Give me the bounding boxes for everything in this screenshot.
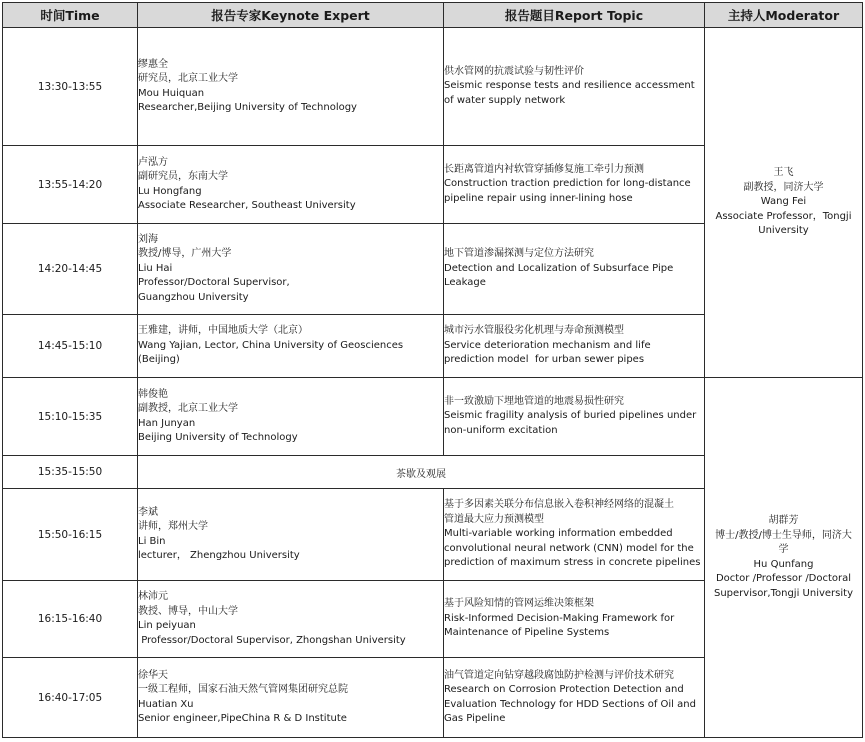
line: Wang Yajian, Lector, China University of Geosciences — [138, 339, 404, 351]
line: Construction traction prediction for long-distance — [444, 178, 691, 190]
line: Lu Hongfang — [138, 185, 202, 197]
session-time: 13:55-14:20 — [3, 146, 138, 224]
moderator-cell — [705, 28, 863, 378]
line: Han Junyan — [138, 417, 196, 429]
topic-cell — [444, 489, 705, 581]
header-moderator: 主持人Moderator — [705, 3, 863, 28]
line: 徐华天 — [138, 669, 168, 681]
line: 缪惠全 — [138, 58, 168, 70]
line: 胡群芳 — [768, 515, 799, 526]
schedule-table — [2, 2, 863, 738]
line: 研究员，北京工业大学 — [138, 73, 238, 84]
line: Hu Qunfang — [753, 558, 814, 570]
line: Beijing University of Technology — [138, 432, 298, 443]
line: 讲师，郑州大学 — [138, 521, 208, 532]
session-time: 14:45-15:10 — [3, 315, 138, 378]
header-topic: 报告题目Report Topic — [444, 3, 705, 28]
expert-cell — [138, 489, 444, 581]
line: Guangzhou University — [138, 291, 249, 303]
line: Senior engineer,PipeChina R & D Institute — [138, 713, 347, 724]
line: 副教授，北京工业大学 — [138, 403, 238, 414]
line: 基于多因素关联分布信息嵌入卷积神经网络的混凝土 — [444, 499, 674, 511]
line: 油气管道定向钻穿越段腐蚀防护检测与评价技术研究 — [444, 669, 674, 681]
line: Seismic fragility analysis of buried pipelines under — [444, 410, 697, 422]
line: 李斌 — [138, 506, 158, 518]
expert-cell — [138, 658, 444, 738]
line: prediction model for urban sewer pipes — [444, 354, 645, 366]
session-time: 16:15-16:40 — [3, 581, 138, 658]
line: Detection and Localization of Subsurface Pipe — [444, 262, 674, 274]
header-expert: 报告专家Keynote Expert — [138, 3, 444, 28]
topic-cell — [444, 315, 705, 378]
line: Professor/Doctoral Supervisor, — [138, 277, 290, 289]
line: Maintenance of Pipeline Systems — [444, 627, 610, 639]
expert-cell — [138, 315, 444, 378]
line: convolutional neural network (CNN) model for the — [444, 542, 694, 554]
line: non-uniform excitation — [444, 424, 558, 436]
topic-cell — [444, 378, 705, 456]
line: Associate Professor，Tongji — [715, 210, 852, 222]
line: 管道最大应力预测模型 — [444, 513, 544, 525]
line: Wang Fei — [760, 196, 807, 208]
line: lecturer， Zhengzhou University — [138, 550, 300, 561]
session-time: 16:40-17:05 — [3, 658, 138, 738]
header-row — [3, 3, 863, 28]
line: Professor/Doctoral Supervisor, Zhongshan University — [138, 634, 406, 646]
line: 王雅建，讲师，中国地质大学（北京） — [138, 325, 308, 337]
session-time: 15:10-15:35 — [3, 378, 138, 456]
session-row — [3, 28, 863, 146]
moderator-cell — [705, 378, 863, 738]
expert-cell — [138, 378, 444, 456]
line: (Beijing) — [138, 354, 180, 366]
line: 韩俊艳 — [138, 388, 168, 400]
line: University — [758, 225, 809, 237]
topic-cell — [444, 658, 705, 738]
line: Researcher,Beijing University of Technology — [138, 102, 357, 113]
topic-cell — [444, 28, 705, 146]
line: Leakage — [444, 277, 486, 289]
line: Lin peiyuan — [138, 620, 196, 631]
line: 一级工程师，国家石油天然气管网集团研究总院 — [138, 684, 348, 695]
line: 教授、博导，中山大学 — [138, 605, 238, 617]
line: Associate Researcher, Southeast University — [138, 200, 356, 211]
line: 非一致激励下埋地管道的地震易损性研究 — [444, 395, 624, 407]
topic-cell — [444, 581, 705, 658]
line: 刘海 — [138, 233, 158, 245]
line: of water supply network — [444, 94, 566, 106]
session-time: 15:35-15:50 — [3, 456, 138, 489]
line: 供水管网的抗震试验与韧性评价 — [444, 65, 584, 77]
line: Huatian Xu — [138, 698, 194, 710]
line: pipeline repair using inner-lining hose — [444, 192, 633, 204]
line: 副研究员，东南大学 — [138, 171, 228, 182]
topic-cell — [444, 146, 705, 224]
line: Liu Hai — [138, 262, 173, 274]
line: Seismic response tests and resilience accessment — [444, 80, 695, 92]
line: 长距离管道内衬软管穿插修复施工牵引力预测 — [444, 163, 644, 175]
line: Gas Pipeline — [444, 713, 506, 724]
line: 学 — [778, 544, 789, 555]
expert-cell — [138, 146, 444, 224]
line: Li Bin — [138, 535, 166, 547]
line: Supervisor,Tongji University — [713, 587, 853, 599]
line: Risk-Informed Decision-Making Framework for — [444, 612, 675, 624]
line: Multi-variable working information embedded — [444, 528, 673, 540]
line: 王飞 — [773, 167, 794, 179]
line: Service deterioration mechanism and life — [444, 339, 651, 351]
line: 林沛元 — [138, 591, 168, 602]
topic-cell — [444, 224, 705, 315]
line: Doctor /Professor /Doctoral — [715, 573, 852, 584]
expert-cell — [138, 28, 444, 146]
header-time: 时间Time — [3, 3, 138, 28]
session-time: 14:20-14:45 — [3, 224, 138, 315]
line: 城市污水管服役劣化机理与寿命预测模型 — [444, 325, 624, 337]
line: 博士/教授/博士生导师，同济大 — [715, 529, 852, 541]
line: Research on Corrosion Protection Detection and — [444, 684, 684, 695]
line: 副教授，同济大学 — [743, 181, 824, 193]
session-time: 15:50-16:15 — [3, 489, 138, 581]
expert-cell — [138, 581, 444, 658]
break-label: 茶歇及观展 — [138, 456, 705, 489]
line: Evaluation Technology for HDD Sections of Oil and — [444, 698, 696, 710]
line: prediction of maximum stress in concrete pipelines — [444, 557, 701, 569]
session-time: 13:30-13:55 — [3, 28, 138, 146]
expert-cell — [138, 224, 444, 315]
line: 教授/博导，广州大学 — [138, 248, 232, 260]
line: 卢泓方 — [138, 156, 168, 168]
session-row — [3, 378, 863, 456]
line: 基于风险知情的管网运维决策框架 — [444, 598, 594, 610]
line: Mou Huiquan — [138, 87, 205, 99]
line: 地下管道渗漏探测与定位方法研究 — [444, 248, 594, 260]
